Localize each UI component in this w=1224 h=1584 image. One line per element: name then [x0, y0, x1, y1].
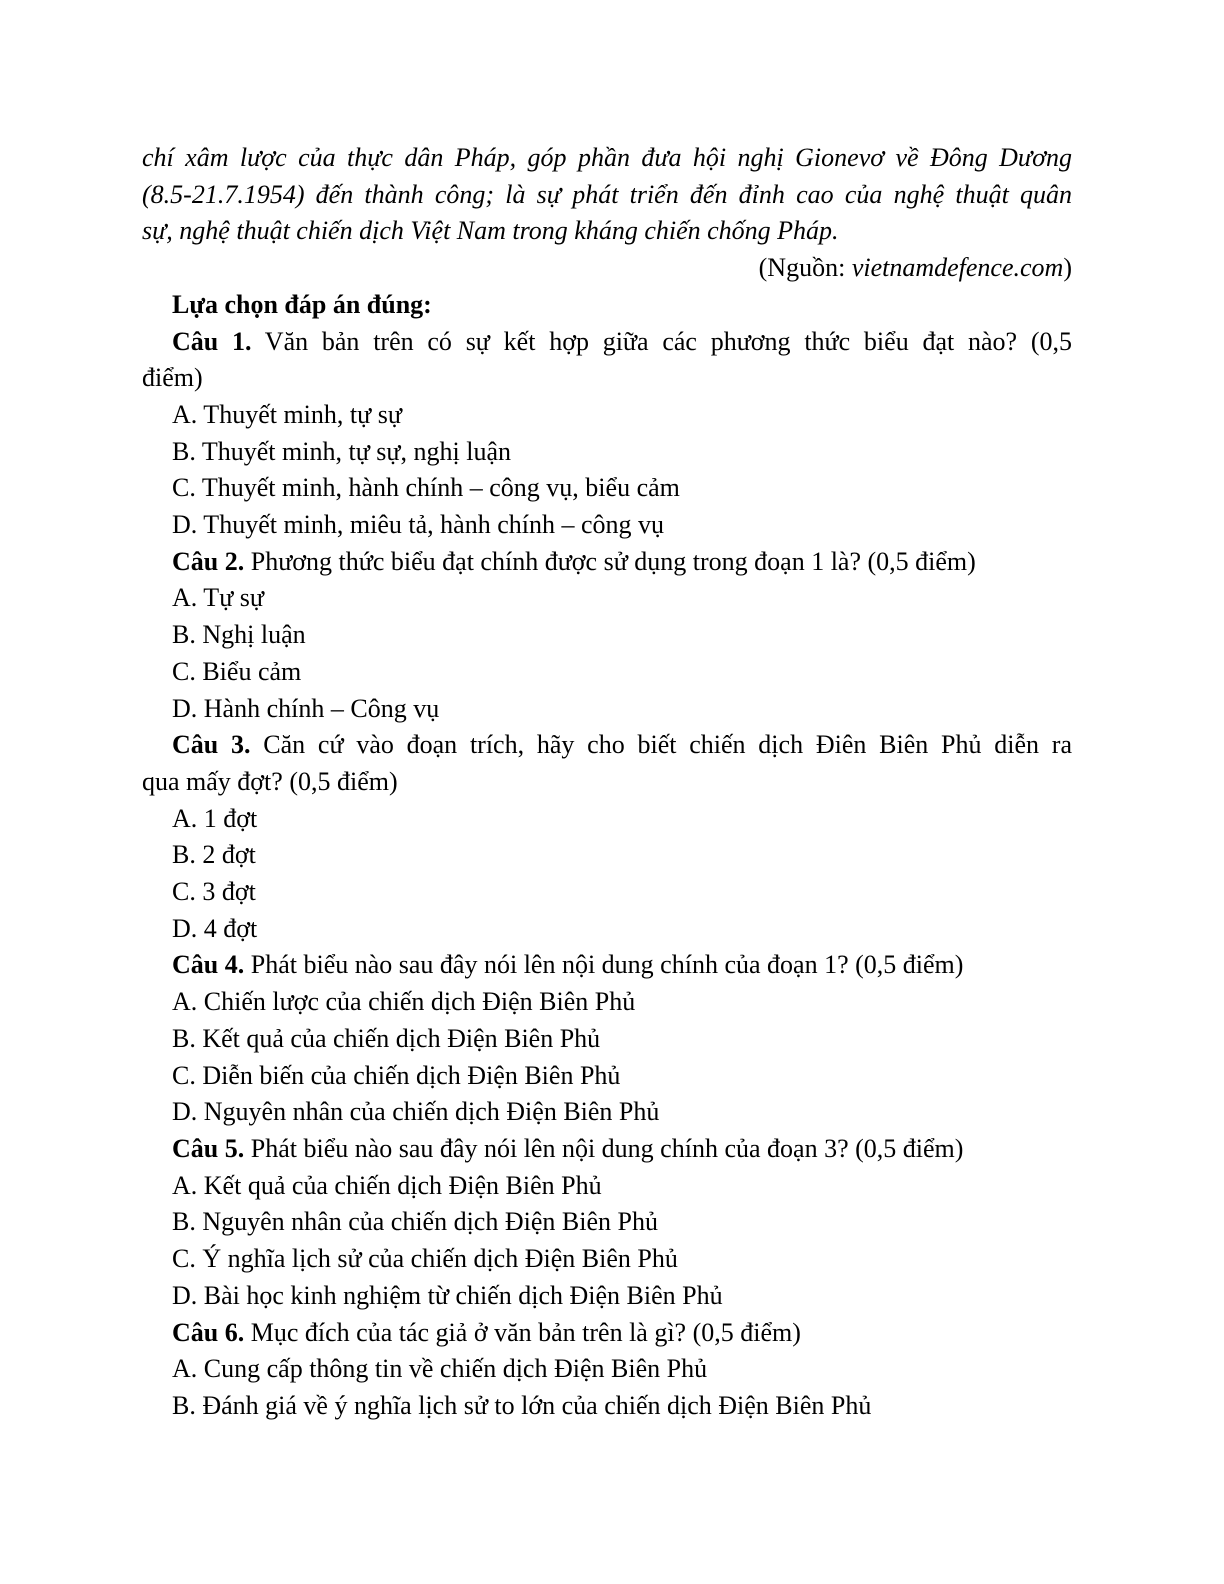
answer-option: C. Ý nghĩa lịch sử của chiến dịch Điện Biên Phủ: [172, 1244, 678, 1274]
question-text: Phương thức biểu đạt chính được sử dụng trong đoạn 1 là? (0,5 điểm): [244, 546, 976, 576]
question-label: Câu 4.: [172, 950, 245, 980]
question-label: Câu 1.: [172, 326, 252, 356]
heading-text: Lựa chọn đáp án đúng:: [172, 289, 432, 319]
answer-option: C. 3 đợt: [172, 877, 256, 907]
question-text: Căn cứ vào đoạn trích, hãy cho biết chiến dịch Điên Biên Phủ diễn ra: [250, 730, 1072, 760]
answer-option: D. 4 đợt: [172, 913, 258, 943]
source-prefix: (Nguồn:: [758, 253, 852, 283]
answer-option: C. Diễn biến của chiến dịch Điện Biên Phủ: [172, 1060, 621, 1090]
source-site: vietnamdefence.com: [851, 253, 1064, 283]
question-label: Câu 5.: [172, 1133, 245, 1163]
answer-option: D. Thuyết minh, miêu tả, hành chính – công vụ: [172, 510, 664, 540]
source-suffix: ): [1063, 253, 1072, 283]
question-text: Văn bản trên có sự kết hợp giữa các phương thức biểu đạt nào? (0,5: [251, 326, 1072, 356]
answer-option: B. Thuyết minh, tự sự, nghị luận: [172, 436, 511, 466]
answer-option: B. 2 đợt: [172, 840, 256, 870]
question-1: [142, 324, 1072, 361]
answer-option: C. Thuyết minh, hành chính – công vụ, biểu cảm: [172, 473, 680, 503]
answer-option: A. Chiến lược của chiến dịch Điện Biên Phủ: [172, 987, 636, 1017]
answer-option: A. 1 đợt: [172, 803, 258, 833]
question-text: Mục đích của tác giả ở văn bản trên là gì? (0,5 điểm): [244, 1317, 801, 1347]
question-label: Câu 3.: [172, 730, 251, 760]
question-2: [142, 544, 1072, 581]
question-text: Phát biểu nào sau đây nói lên nội dung chính của đoạn 1? (0,5 điểm): [244, 950, 964, 980]
question-label: Câu 2.: [172, 546, 245, 576]
question-text: Phát biểu nào sau đây nói lên nội dung chính của đoạn 3? (0,5 điểm): [244, 1133, 964, 1163]
answer-option: D. Bài học kinh nghiệm từ chiến dịch Điện Biên Phủ: [172, 1280, 723, 1310]
passage-line: (8.5-21.7.1954) đến thành công; là sự phát triển đến đỉnh cao của nghệ thuật quân: [142, 179, 1072, 209]
answer-option: D. Hành chính – Công vụ: [172, 693, 440, 723]
passage-line: chí xâm lược của thực dân Pháp, góp phần đưa hội nghị Gionevơ về Đông Dương: [142, 143, 1072, 172]
question-text-continued: qua mấy đợt? (0,5 điểm): [142, 766, 398, 796]
answer-option: A. Kết quả của chiến dịch Điện Biên Phủ: [172, 1170, 602, 1200]
answer-option: A. Tự sự: [172, 583, 264, 613]
answer-option: A. Cung cấp thông tin về chiến dịch Điện Biên Phủ: [172, 1354, 708, 1384]
question-6: [142, 1315, 1072, 1352]
question-label: Câu 6.: [172, 1317, 245, 1347]
answer-option: B. Đánh giá về ý nghĩa lịch sử to lớn của chiến dịch Điện Biên Phủ: [172, 1390, 872, 1420]
section-heading: [142, 287, 1072, 324]
source-citation: [142, 250, 1072, 287]
answer-option: B. Nghị luận: [172, 620, 306, 650]
answer-option: B. Nguyên nhân của chiến dịch Điện Biên Phủ: [172, 1207, 658, 1237]
question-5: [142, 1131, 1072, 1168]
question-3: [142, 727, 1072, 764]
answer-option: A. Thuyết minh, tự sự: [172, 399, 402, 429]
answer-option: C. Biểu cảm: [172, 656, 302, 686]
answer-option: D. Nguyên nhân của chiến dịch Điện Biên Phủ: [172, 1097, 660, 1127]
passage-line: sự, nghệ thuật chiến dịch Việt Nam trong kháng chiến chống Pháp.: [142, 216, 839, 246]
question-4: [142, 947, 1072, 984]
question-text-continued: điểm): [142, 363, 203, 393]
document-page: [142, 140, 1072, 1425]
answer-option: B. Kết quả của chiến dịch Điện Biên Phủ: [172, 1023, 601, 1053]
